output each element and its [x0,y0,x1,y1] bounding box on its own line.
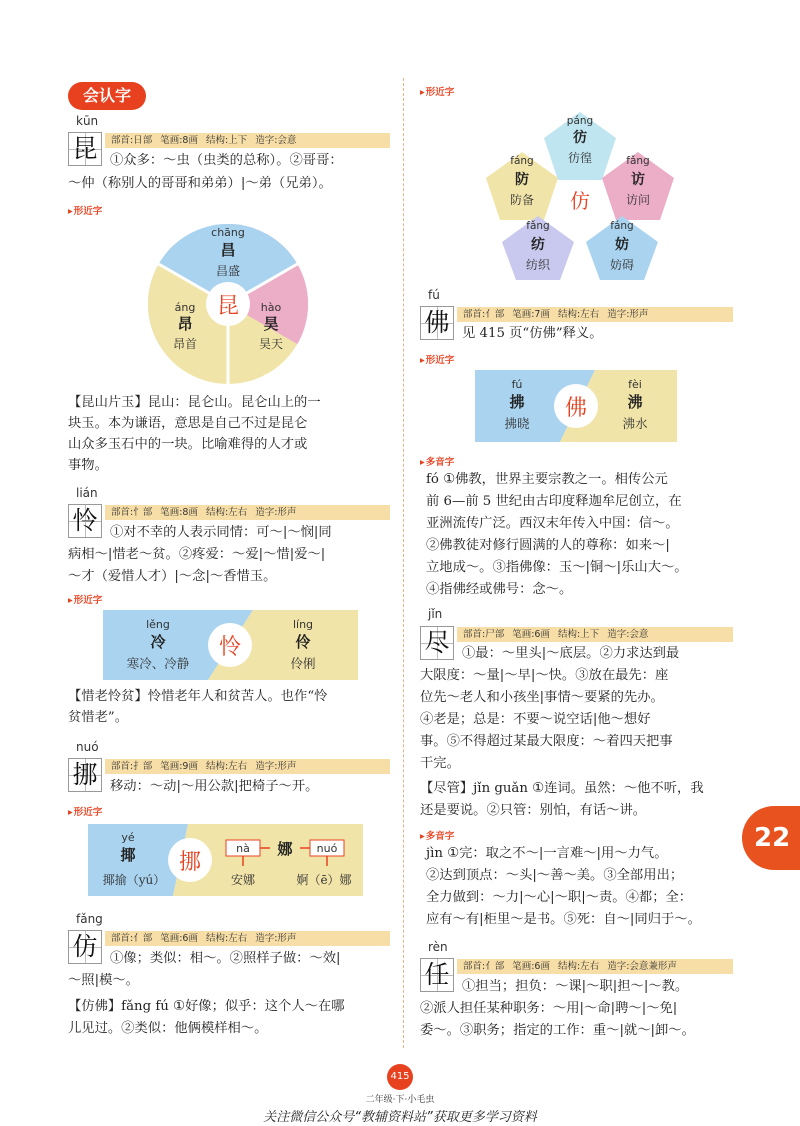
page-number: 415 [387,1064,413,1090]
polyphone-label: ▸ 多音字 [420,828,454,842]
strokes: 9画 [182,761,198,772]
polyphone-line: ④指佛经或佛号：念～。 [426,582,573,597]
idiom-line: 还是要说。②只管：别怕，有话～讲。 [420,803,647,818]
similar-label: ▸ 形近字 [420,352,454,366]
radical: 尸部 [485,629,505,640]
radical: 亻部 [485,961,505,972]
idiom-line: 儿见过。②类似：他俩模样相～。 [68,1021,268,1036]
definition-line: 大限度：～量|～早|～快。③放在最先：座 [420,668,669,683]
idiom-line: 【惜老怜贫】怜惜老年人和贫苦人。也作“怜 [68,689,328,704]
definition-line: ①像；类似：相～。②照样子做：～效| [110,951,341,966]
pentagon-pinyin: fáng [610,220,634,232]
definition-line: 病相～|惜老～贫。②疼爱：～爱|～惜|爱～| [68,547,326,562]
pentagon-pinyin: fǎng [626,155,650,167]
idiom-line: 事物。 [68,458,108,473]
wheel-char: 昊 [263,315,279,333]
polyphone-label: ▸ 多音字 [420,454,454,468]
duoyin-word-b: 婀（ē）娜 [296,873,352,887]
pinyin-fang: fǎng [76,912,103,926]
wheel-char: 昂 [177,315,193,333]
wheel-pinyin: hào [260,301,282,314]
idiom-line: 山众多玉石中的一块。比喻难得的人才或 [68,437,308,452]
duoyin-pinyin-b: nuó [316,842,338,855]
strokes: 8画 [182,507,198,518]
pair-left-pinyin: fú [511,378,523,391]
polyphone-line: ②佛教徒对修行圆满的人的尊称：如来～| [426,538,670,553]
similar-pair-fo [475,370,677,442]
pair-right-char: 伶 [295,633,311,651]
similar-label: ▸ 形近字 [68,804,102,818]
idiom-line: 贫惜老”。 [68,710,128,725]
definition-line: 事。⑤不得超过某最大限度：～着四天把事 [420,734,673,749]
char-box-lian [68,504,102,538]
pentagon-center-char: 仿 [570,189,590,213]
structure: 左右 [228,507,248,518]
pentagon-pinyin: fáng [510,155,534,167]
char-box-jin [420,626,454,660]
section-title: 会认字 [68,82,146,110]
pair-right-word: 伶俐 [290,656,316,671]
pentagon-word: 防备 [509,193,535,207]
similar-label: ▸ 形近字 [68,203,102,217]
similar-pair-lian [103,610,358,680]
char-box-kun [68,132,102,166]
radical: 扌部 [133,761,153,772]
structure: 上下 [228,135,248,146]
pentagon-word: 彷徨 [567,151,593,165]
pinyin-jin: jǐn [428,607,443,621]
pair-left-word: 寒冷、冷静 [126,656,190,671]
info-bar-kun: 部首:日部 笔画:8画 结构:上下 造字:会意 [105,133,390,148]
similar-left-word: 揶揄（yú） [102,873,166,887]
definition-line: ②派人担任某种职务：～用|～命|聘～|～免| [420,1001,678,1016]
definition-line: 见 415 页“仿佛”释义。 [462,326,603,341]
radical: 亻部 [133,933,153,944]
radical: 亻部 [485,309,505,320]
structure: 左右 [228,761,248,772]
duoyin-char: 娜 [277,840,293,858]
structure: 上下 [580,629,600,640]
wheel-char: 昌 [220,241,236,259]
wheel-center-char: 昆 [216,294,240,319]
info-bar-jin: 部首:尸部 笔画:6画 结构:上下 造字:会意 [457,627,733,642]
pair-right-pinyin: fèi [628,378,642,391]
definition-line: 干完。 [420,756,460,771]
polyphone-line: fó ①佛教，世界主要宗教之一。相传公元 [426,472,668,487]
char-lian: 怜 [72,506,98,535]
wheel-pinyin: áng [174,301,196,314]
similar-label: ▸ 形近字 [420,84,454,98]
polyphone-line: 亚洲流传广泛。西汉末年传入中国：信～。 [426,516,679,531]
page-badge: 22 [742,806,800,870]
char-ren: 任 [424,960,450,989]
strokes: 7画 [534,309,550,320]
pair-left-pinyin: lěng [146,618,170,631]
strokes: 8画 [182,135,198,146]
polyphone-line: ②达到顶点：～头|～善～美。③全部用出； [426,868,684,883]
definition-line: ～照|模～。 [68,973,139,988]
strokes: 6画 [534,629,550,640]
formation: 会意 [277,135,297,146]
similar-box-nuo [88,824,363,896]
pinyin-nuo: nuó [76,740,99,754]
definition-line: 移动：～动|～用公款|把椅子～开。 [110,779,319,794]
formation: 形声 [277,507,297,518]
formation: 会意兼形声 [629,961,677,972]
info-bar-fang: 部首:亻部 笔画:6画 结构:左右 造字:形声 [105,931,390,946]
pair-left-word: 拂晓 [504,416,530,431]
pair-right-char: 沸 [627,393,643,411]
char-box-ren [420,958,454,992]
formation: 形声 [277,933,297,944]
pinyin-lian: lián [76,486,98,500]
char-fang: 仿 [72,932,98,961]
idiom-line: 【尽管】jǐn guǎn ①连词。虽然：～他不听，我 [420,781,704,796]
pinyin-kun: kūn [76,114,99,128]
definition-line: 位先～老人和小孩坐|事情～要紧的先办。 [420,690,664,705]
pentagon-char: 彷 [573,130,587,146]
footer-slogan: 关注微信公众号“教辅资料站”获取更多学习资料 [263,1110,537,1125]
pair-center-char: 怜 [218,635,242,660]
pentagon-word: 妨碍 [609,258,635,272]
pinyin-fo: fú [428,288,440,302]
definition-line: ④老是；总是：不要～说空话|他～想好 [420,712,651,727]
definition-line: ①对不幸的人表示同情：可～|～悯|同 [110,525,332,540]
definition-line: ～才（爱惜人才）|～念|～香惜玉。 [68,569,277,584]
radical: 忄部 [133,507,153,518]
similar-center-char: 挪 [178,850,202,875]
footer-grade: 二年级·下·小毛虫 [365,1095,435,1105]
polyphone-line: 全力做到：～力|～心|～职|～责。④都；全： [426,890,693,905]
info-bar-lian: 部首:忄部 笔画:8画 结构:左右 造字:形声 [105,505,390,520]
wheel-word: 昊天 [258,337,284,351]
duoyin-word-a: 安娜 [230,873,256,887]
idiom-line: 【仿佛】fǎng fú ①好像；似乎：这个人～在哪 [68,999,345,1014]
definition-line: ～仲（称别人的哥哥和弟弟）|～弟（兄弟）。 [68,176,332,191]
char-fo: 佛 [424,308,450,337]
char-nuo: 挪 [72,760,98,789]
similar-left-char: 揶 [120,846,136,864]
char-jin: 尽 [424,628,450,657]
polyphone-line: 立地成～。③指佛像：玉～|铜～|乐山大～。 [426,560,688,575]
radical: 日部 [133,135,153,146]
wheel-pinyin: chāng [211,226,245,239]
similar-wheel-kun [148,222,308,386]
definition-line: ①担当；担负：～课|～职|担～|～教。 [462,979,689,994]
pentagon-pinyin: páng [566,115,594,127]
info-bar-nuo: 部首:扌部 笔画:9画 结构:左右 造字:形声 [105,759,390,774]
pentagon-char: 防 [515,172,529,188]
pair-right-pinyin: líng [292,618,314,631]
char-box-fo [420,306,454,340]
definition-line: 委～。③职务；指定的工作：重～|就～|卸～。 [420,1023,695,1038]
char-box-nuo [68,758,102,792]
structure: 左右 [580,961,600,972]
structure: 左右 [228,933,248,944]
strokes: 6画 [534,961,550,972]
polyphone-line: 前 6—前 5 世纪由古印度释迦牟尼创立，在 [426,494,682,509]
duoyin-pinyin-a: nà [236,842,250,855]
similar-label: ▸ 形近字 [68,592,102,606]
formation: 会意 [629,629,649,640]
pair-center-char: 佛 [564,396,588,421]
formation: 形声 [277,761,297,772]
structure: 左右 [580,309,600,320]
pentagon-word: 纺织 [525,258,551,272]
pentagon-char: 妨 [615,237,629,253]
pentagon-char: 访 [631,172,645,188]
char-kun: 昆 [72,134,98,163]
pentagon-char: 纺 [531,237,545,253]
info-bar-fo: 部首:亻部 笔画:7画 结构:左右 造字:形声 [457,307,733,322]
pentagon-word: 访问 [625,193,651,207]
definition-line: ①众多：～虫（虫类的总称）。②哥哥： [110,153,343,168]
pair-left-char: 冷 [150,633,166,651]
similar-pentagon-fang [480,104,680,280]
pair-right-word: 沸水 [622,416,648,431]
pinyin-ren: rèn [428,940,448,954]
column-divider [403,78,404,1048]
wheel-word: 昌盛 [215,264,241,278]
char-box-fang [68,930,102,964]
formation: 形声 [629,309,649,320]
pentagon-pinyin: fǎng [526,220,550,232]
strokes: 6画 [182,933,198,944]
idiom-line: 块玉。本为谦语，意思是自己不过是昆仑 [68,416,308,431]
info-bar-ren: 部首:亻部 笔画:6画 结构:左右 造字:会意兼形声 [457,959,733,974]
pair-left-char: 拂 [509,393,525,411]
idiom-line: 【昆山片玉】昆山：昆仑山。昆仑山上的一 [68,395,321,410]
definition-line: ①最：～里头|～底层。②力求达到最 [462,646,680,661]
polyphone-line: 应有～有|柜里～是书。⑤死：自～|同归于～。 [426,912,701,927]
wheel-word: 昂首 [172,337,198,351]
polyphone-line: jìn ①完：取之不～|一言难～|用～力气。 [426,846,668,861]
similar-left-pinyin: yé [121,831,135,844]
